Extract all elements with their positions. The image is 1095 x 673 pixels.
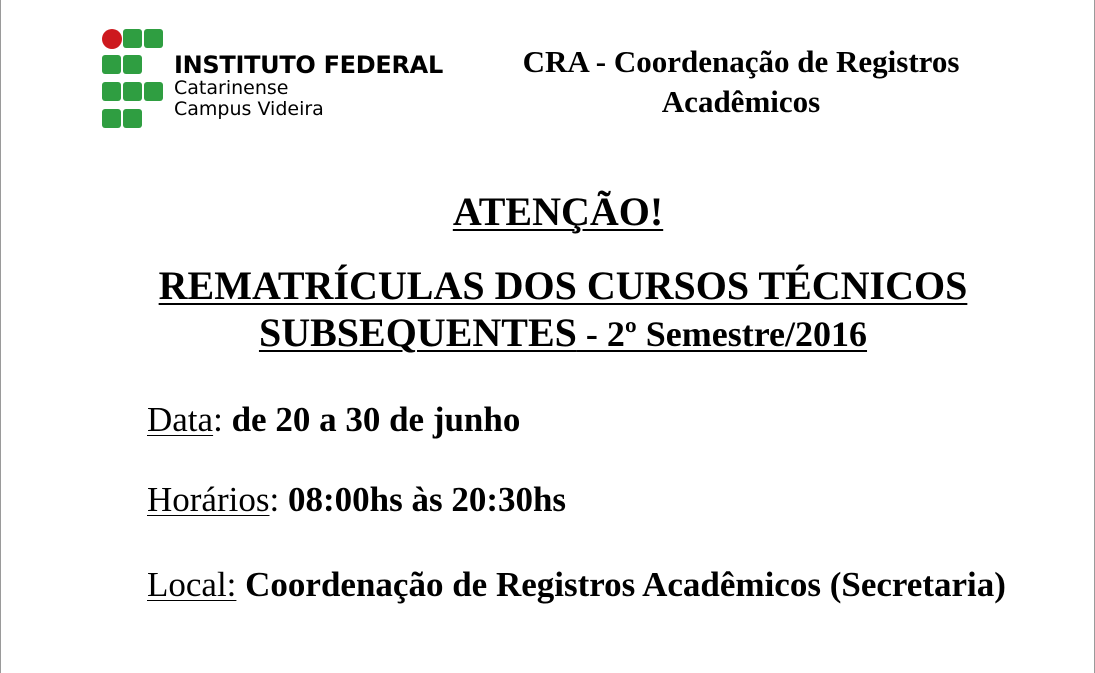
- main-title-line2-a: SUBSEQUENTES: [258, 310, 577, 355]
- logo-square: [123, 29, 142, 48]
- date-row: [147, 400, 520, 440]
- logo-square: [144, 82, 163, 101]
- hours-value: 08:00hs às 20:30hs: [287, 480, 567, 519]
- department-header-line1: CRA - Coordenação de Registros: [522, 44, 960, 79]
- logo-square: [123, 55, 142, 74]
- logo-red-circle: [102, 29, 122, 49]
- logo-square: [123, 82, 142, 101]
- main-title-line2-b: - 2º Semestre/2016: [576, 314, 868, 354]
- date-colon: :: [213, 400, 232, 439]
- logo-subtitle-line2: Campus Videira: [174, 98, 324, 120]
- institute-logo: [102, 29, 443, 135]
- logo-title: INSTITUTO FEDERAL: [174, 51, 443, 79]
- date-label: Data: [147, 400, 214, 439]
- location-value: Coordenação de Registros Acadêmicos (Secretaria): [245, 565, 1006, 604]
- hours-colon: :: [269, 480, 288, 519]
- logo-square: [102, 55, 121, 74]
- date-value: de 20 a 30 de junho: [231, 400, 521, 439]
- department-header: [441, 42, 1041, 122]
- main-title-line2: [91, 309, 1035, 358]
- logo-square: [144, 29, 163, 48]
- hours-label: Horários: [147, 480, 270, 519]
- attention-heading: ATENÇÃO!: [452, 189, 664, 234]
- logo-square: [102, 109, 121, 128]
- logo-subtitle-line1: Catarinense: [174, 77, 289, 99]
- hours-row: [147, 480, 566, 520]
- logo-text: [174, 53, 443, 119]
- department-header-line2: Acadêmicos: [661, 84, 821, 119]
- main-title-line1: REMATRÍCULAS DOS CURSOS TÉCNICOS: [158, 263, 968, 308]
- main-title: [91, 262, 1035, 358]
- logo-mark-icon: [102, 29, 164, 131]
- location-row: [147, 563, 1042, 607]
- location-label: Local:: [147, 565, 237, 604]
- logo-square: [102, 82, 121, 101]
- logo-square: [123, 109, 142, 128]
